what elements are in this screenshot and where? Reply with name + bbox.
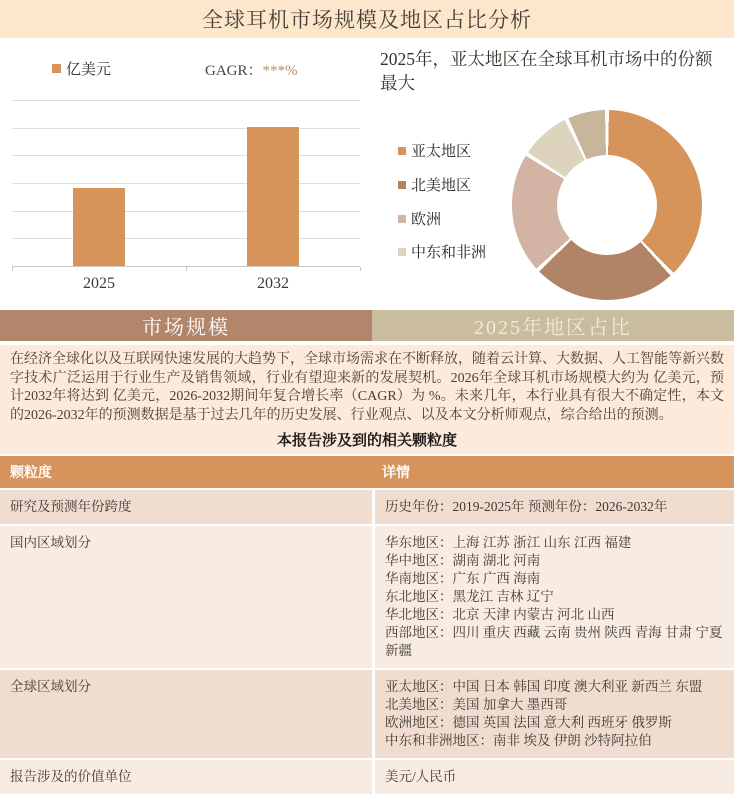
- bar-chart-panel: [0, 38, 372, 310]
- detail-line: 北美地区：美国 加拿大 墨西哥: [385, 697, 568, 712]
- legend-swatch-icon: [398, 215, 406, 223]
- detail-line: 华中地区：湖南 湖北 河南: [385, 553, 541, 568]
- x-axis-label-2025: 2025: [83, 275, 115, 292]
- pie-legend-label: 亚太地区: [411, 144, 472, 160]
- pie-legend-label: 北美地区: [411, 177, 472, 194]
- summary-section: [0, 345, 734, 454]
- axis-tick: [12, 267, 13, 271]
- pie-legend-label: 欧洲: [411, 211, 442, 228]
- row-label: 研究及预测年份跨度: [0, 490, 375, 524]
- bar-legend-label: 亿美元: [66, 62, 112, 78]
- row-label: 报告涉及的价值单位: [0, 760, 375, 794]
- donut-chart: [512, 110, 702, 300]
- page-header: [0, 0, 734, 38]
- cagr-label: [205, 59, 298, 80]
- row-details: [375, 670, 734, 758]
- axis-tick: [360, 267, 361, 271]
- table-header-detail: 详情: [382, 464, 410, 480]
- bar-2032: [247, 127, 299, 266]
- table-row: [0, 490, 734, 524]
- tab-region-share[interactable]: 2025年地区占比: [372, 310, 734, 341]
- bar-2025: [73, 188, 125, 266]
- pie-legend-item: [398, 177, 502, 196]
- detail-line: 东北地区：黑龙江 吉林 辽宁: [385, 589, 554, 604]
- legend-swatch-icon: [398, 181, 406, 189]
- axis-tick: [186, 267, 187, 271]
- row-label: 全球区域划分: [0, 670, 375, 758]
- legend-swatch-icon: [398, 147, 406, 155]
- bar-slot-2025: [12, 100, 186, 266]
- table-row: [0, 760, 734, 794]
- row-details: [375, 760, 734, 794]
- pie-chart-panel: [372, 38, 734, 310]
- table-header-row: [0, 456, 734, 488]
- table-title: 本报告涉及到的相关颗粒度: [276, 432, 457, 449]
- summary-paragraph: 在经济全球化以及互联网快速发展的大趋势下，全球市场需求在不断释放，随着云计算、大数据、人工智能等新兴数字技术广泛运用于行业生产及销售领域，行业有望迎来新的发展契机。2026年全球耳机市场规模大约为 亿美元，预计2032年将达到 亿美元，2026-2032期间年复合增长率（CAGR）为 %。未来几年，本行业具有很大不确定性，本文的2026-2032年的预测数据是基于过去几年的历史发展、行业观点、以及本文分析师观点，综合给出的预测。: [10, 352, 724, 423]
- bar-chart-legend: [52, 58, 111, 79]
- detail-line: 华北地区：北京 天津 内蒙古 河北 山西: [385, 607, 615, 622]
- granularity-table: [0, 456, 734, 794]
- pie-legend-item: [398, 244, 502, 263]
- pie-legend-label: 中东和非洲: [411, 245, 487, 262]
- table-row: [0, 670, 734, 758]
- bar-slots: [12, 100, 360, 266]
- legend-swatch-icon: [52, 64, 61, 73]
- tab-market-size[interactable]: 市场规模: [0, 310, 372, 341]
- detail-line: 历史年份：2019-2025年 预测年份：2026-2032年: [385, 499, 668, 514]
- cagr-masked-value: ***%: [262, 63, 298, 79]
- row-details: [375, 490, 734, 524]
- donut-hole: [557, 155, 657, 255]
- table-body: [0, 490, 734, 794]
- row-details: [375, 526, 734, 668]
- pie-legend-item: [398, 211, 502, 230]
- detail-line: 中东和非洲地区：南非 埃及 伊朗 沙特阿拉伯: [385, 733, 652, 748]
- pie-chart-legend: [398, 143, 502, 263]
- page-title: 全球耳机市场规模及地区占比分析: [202, 8, 532, 32]
- bar-chart-x-axis: [12, 266, 360, 293]
- bar-slot-2032: [186, 100, 360, 266]
- cagr-prefix: GAGR：: [205, 63, 263, 79]
- detail-line: 西部地区：四川 重庆 西藏 云南 贵州 陕西 青海 甘肃 宁夏 新疆: [385, 625, 723, 658]
- detail-line: 美元/人民币: [385, 769, 457, 784]
- pie-legend-item: [398, 143, 502, 162]
- section-tabs: [0, 310, 734, 341]
- legend-swatch-icon: [398, 248, 406, 256]
- table-header-granularity: 颗粒度: [10, 464, 52, 480]
- row-label: 国内区域划分: [0, 526, 375, 668]
- charts-row: [0, 38, 734, 310]
- detail-line: 华南地区：广东 广西 海南: [385, 571, 541, 586]
- x-axis-label-2032: 2032: [257, 275, 289, 292]
- detail-line: 华东地区：上海 江苏 浙江 山东 江西 福建: [385, 535, 632, 550]
- table-row: [0, 526, 734, 668]
- bar-chart-plot: [12, 100, 360, 266]
- detail-line: 亚太地区：中国 日本 韩国 印度 澳大利亚 新西兰 东盟: [385, 679, 703, 694]
- pie-chart-heading: 2025年，亚太地区在全球耳机市场中的份额最大: [380, 49, 713, 93]
- detail-line: 欧洲地区：德国 英国 法国 意大利 西班牙 俄罗斯: [385, 715, 672, 730]
